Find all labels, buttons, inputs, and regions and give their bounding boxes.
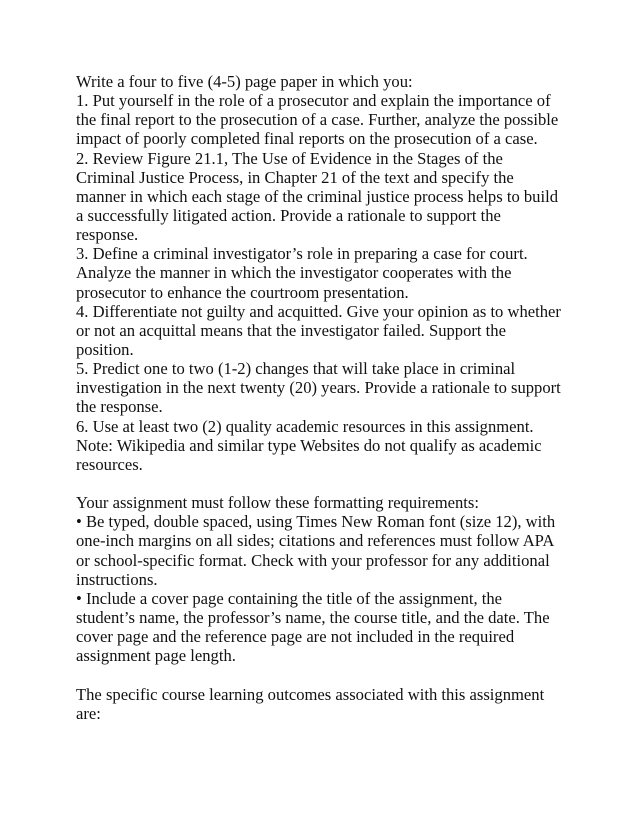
bullet-1 [76,512,576,589]
text-line: impact of poorly completed final reports on the prosecution of a case. [76,129,538,149]
text-line: cover page and the reference page are not included in the required [76,627,515,647]
text-line: Analyze the manner in which the investigator cooperates with the [76,263,512,283]
text-line: 5. Predict one to two (1-2) changes that will take place in criminal [76,359,516,379]
paragraph-gap [76,474,576,493]
text-line: The specific course learning outcomes associated with this assignment [76,684,545,704]
text-line: 2. Review Figure 21.1, The Use of Evidence in the Stages of the [76,148,503,168]
item-3 [76,244,576,301]
text-line: prosecutor to enhance the courtroom presentation. [76,282,409,302]
item-5 [76,359,576,416]
text-line: resources. [76,454,143,474]
text-line: 1. Put yourself in the role of a prosecutor and explain the importance of [76,91,551,111]
outcomes-paragraph [76,685,576,723]
formatting-intro: Your assignment must follow these formatting requirements: [76,493,479,513]
text-line: • Be typed, double spaced, using Times New Roman font (size 12), with [76,512,556,532]
text-line: Criminal Justice Process, in Chapter 21 of the text and specify the [76,167,514,187]
text-line: instructions. [76,569,158,589]
item-1 [76,91,576,148]
text-line: assignment page length. [76,646,236,666]
text-line: 4. Differentiate not guilty and acquitted. Give your opinion as to whether [76,301,561,321]
text-line: the response. [76,397,163,417]
text-line: the final report to the prosecution of a case. Further, analyze the possible [76,110,559,130]
text-line: Note: Wikipedia and similar type Websites do not qualify as academic [76,435,542,455]
text-line: • Include a cover page containing the title of the assignment, the [76,588,503,608]
text-line: response. [76,225,139,245]
text-line: 3. Define a criminal investigator’s role in preparing a case for court. [76,244,528,264]
text-line: investigation in the next twenty (20) years. Provide a rationale to support [76,378,561,398]
paragraph-gap [76,665,576,684]
text-line: student’s name, the professor’s name, the course title, and the date. The [76,607,550,627]
text-line: are: [76,703,101,723]
text-line: or not an acquittal means that the investigator failed. Support the [76,320,506,340]
text-line: manner in which each stage of the criminal justice process helps to build [76,186,558,206]
intro-line: Write a four to five (4-5) page paper in which you: [76,72,413,91]
text-line: position. [76,339,134,359]
bullet-2 [76,589,576,666]
item-4 [76,302,576,359]
text-line: 6. Use at least two (2) quality academic resources in this assignment. [76,416,534,436]
item-6 [76,417,576,474]
text-line: a successfully litigated action. Provide a rationale to support the [76,205,501,225]
text-line: one-inch margins on all sides; citations and references must follow APA [76,531,555,551]
document-body [76,72,576,723]
text-line: or school-specific format. Check with your professor for any additional [76,550,550,570]
item-2 [76,149,576,245]
